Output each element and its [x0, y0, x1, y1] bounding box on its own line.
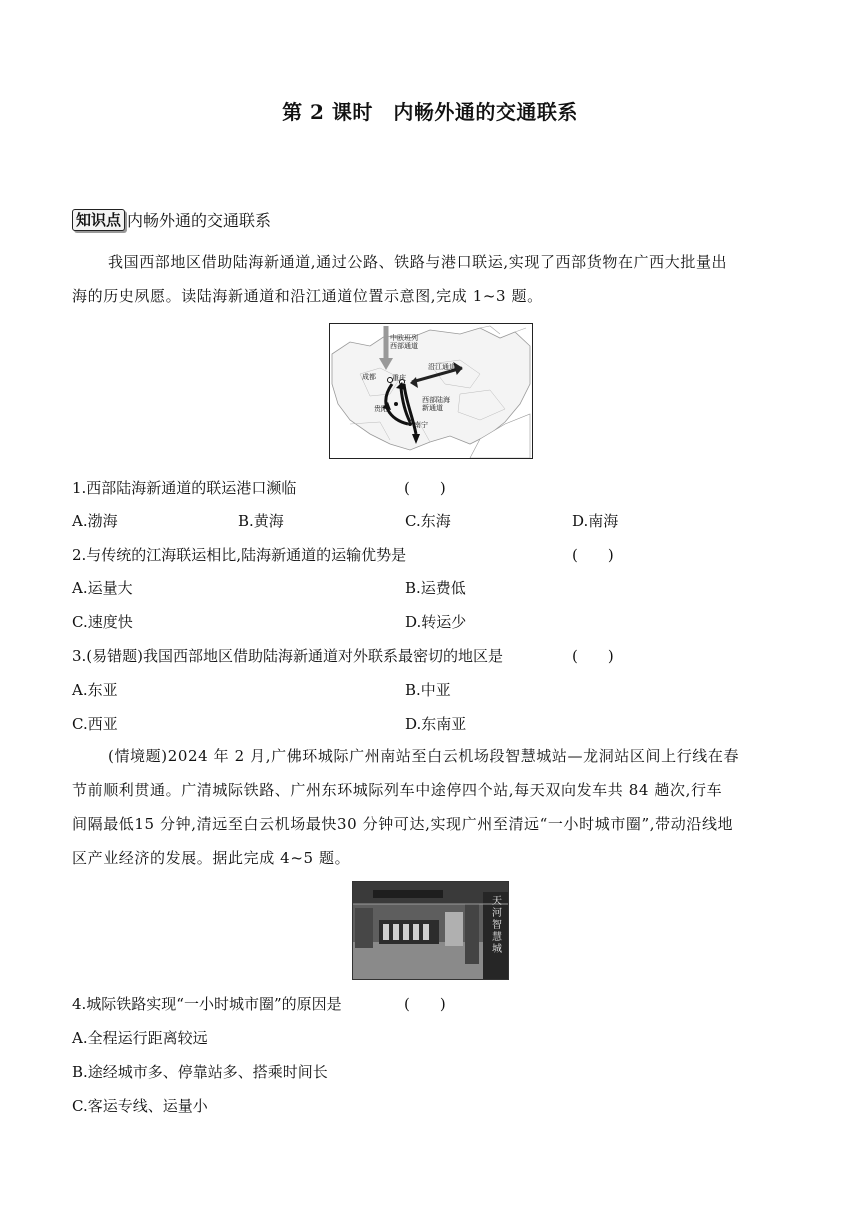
question-1-option-b: B.黄海: [238, 512, 284, 530]
question-1-bracket: ( ): [404, 479, 446, 497]
map-label-western-land-sea: 西部陆海 新通道: [422, 396, 450, 412]
map-label-chengdu: 成都: [362, 373, 376, 381]
intro-paragraph-1-line-1: 我国西部地区借助陆海新通道,通过公路、铁路与港口联运,实现了西部货物在广西大批量出: [108, 253, 728, 271]
question-3-option-b: B.中亚: [405, 681, 451, 699]
question-3-stem: 3.(易错题)我国西部地区借助陆海新通道对外联系最密切的地区是: [72, 647, 504, 665]
map-label-guiyang: 贵阳: [374, 405, 388, 413]
question-4-option-c: C.客运专线、运量小: [72, 1097, 208, 1115]
map-figure: [329, 323, 533, 459]
question-1-option-c: C.东海: [405, 512, 451, 530]
question-1-stem: 1.西部陆海新通道的联运港口濒临: [72, 479, 297, 497]
station-sign: 天河智慧城: [492, 896, 502, 955]
knowledge-point-badge: 知识点: [72, 209, 125, 231]
intro-paragraph-2-line-2: 节前顺利贯通。广清城际铁路、广州东环城际列车中途停四个站,每天双向发车共 84 趟次,行车: [72, 781, 723, 799]
question-2-option-c: C.速度快: [72, 613, 133, 631]
knowledge-point-title: 内畅外通的交通联系: [127, 211, 272, 230]
question-1-option-a: A.渤海: [72, 512, 118, 530]
map-label-nanning: 南宁: [414, 421, 428, 429]
map-label-yangtze-channel: 沿江通道: [428, 363, 456, 371]
question-2-option-d: D.转运少: [405, 613, 467, 631]
question-3-option-a: A.东亚: [72, 681, 118, 699]
map-label-chongqing: 重庆: [392, 374, 406, 382]
question-2-stem: 2.与传统的江海联运相比,陆海新通道的运输优势是: [72, 546, 407, 564]
map-svg: [330, 324, 532, 458]
question-4-stem: 4.城际铁路实现“一小时城市圈”的原因是: [72, 995, 342, 1013]
map-label-china-europe-western: 中欧班列 西部通道: [390, 334, 418, 350]
station-photo-drawing: [353, 882, 508, 979]
question-2-option-a: A.运量大: [72, 579, 133, 597]
station-photo: [352, 881, 509, 980]
page-title: 第 2 课时 内畅外通的交通联系: [282, 100, 578, 124]
question-2-bracket: ( ): [572, 546, 614, 564]
question-4-option-a: A.全程运行距离较远: [72, 1029, 208, 1047]
question-4-bracket: ( ): [404, 995, 446, 1013]
question-4-option-b: B.途经城市多、停靠站多、搭乘时间长: [72, 1063, 328, 1081]
question-1-option-d: D.南海: [572, 512, 619, 530]
question-3-option-c: C.西亚: [72, 715, 118, 733]
question-3-bracket: ( ): [572, 647, 614, 665]
knowledge-point-header: [72, 208, 271, 231]
question-3-option-d: D.东南亚: [405, 715, 467, 733]
question-2-option-b: B.运费低: [405, 579, 466, 597]
intro-paragraph-1-line-2: 海的历史夙愿。读陆海新通道和沿江通道位置示意图,完成 1~3 题。: [72, 287, 543, 305]
intro-paragraph-2-line-4: 区产业经济的发展。据此完成 4~5 题。: [72, 849, 351, 867]
intro-paragraph-2-line-1: (情境题)2024 年 2 月,广佛环城际广州南站至白云机场段智慧城站—龙洞站区间上行线在春: [108, 747, 740, 765]
intro-paragraph-2-line-3: 间隔最低15 分钟,清远至白云机场最快30 分钟可达,实现广州至清远“一小时城市圈”,带动沿线地: [72, 815, 734, 833]
